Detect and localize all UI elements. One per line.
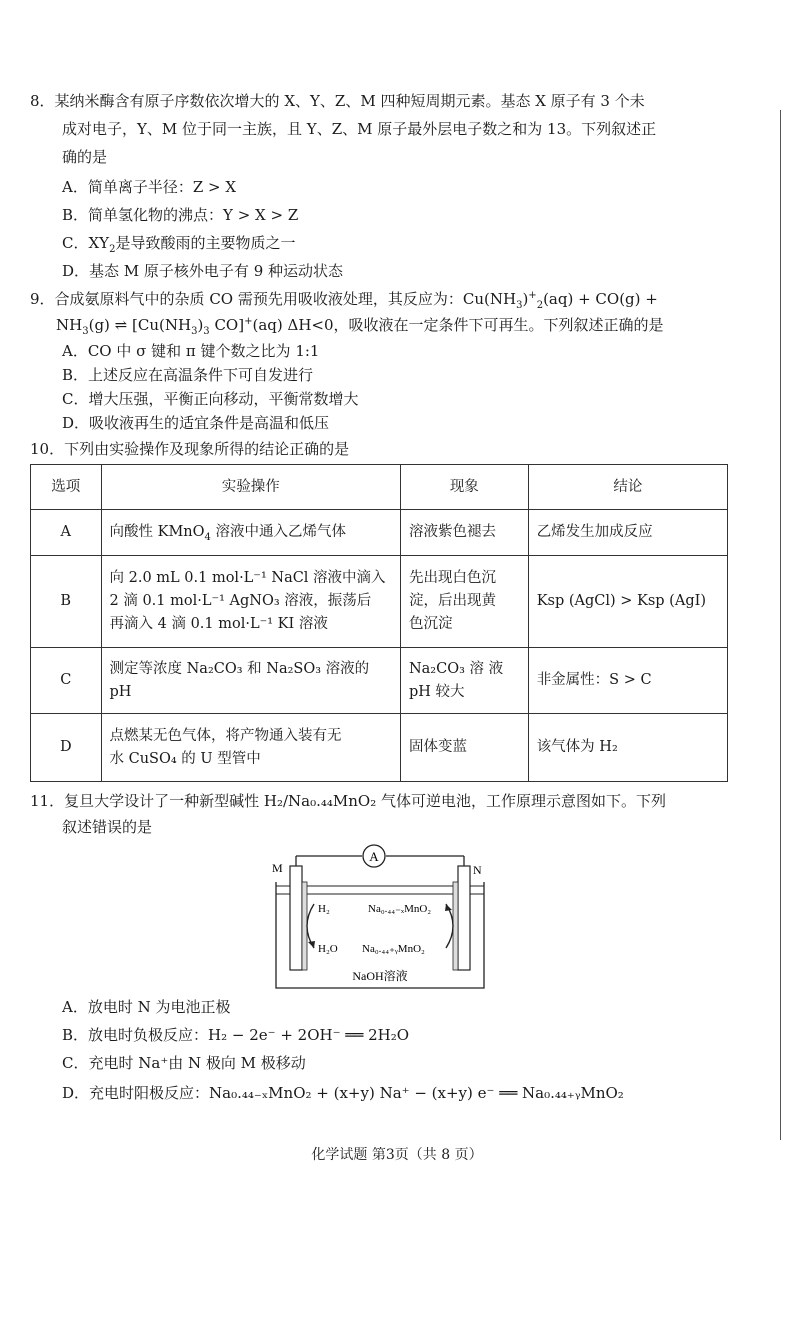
label-top-right: Na₀.₄₄₋ₓMnO₂ (368, 903, 432, 915)
q11-option-c: C．充电时 Na⁺由 N 极向 M 极移动 (62, 1054, 306, 1072)
q9-l2-e: (aq) ΔH<0，吸收液在一定条件下可再生。下列叙述正确的是 (252, 316, 664, 334)
table-header-row (31, 465, 728, 510)
row-a-operation (101, 510, 400, 556)
q9-l2-sub2: 3 (191, 326, 198, 337)
electrode-n (458, 866, 470, 970)
q8-stem-line1: 8．某纳米酶含有原子序数依次增大的 X、Y、Z、M 四种短周期元素。基态 X 原子有 3 个未 (30, 92, 645, 110)
page-footer: 化学试题 第3页（共 8 页） (311, 1147, 483, 1163)
row-c-phenomenon (400, 648, 528, 714)
row-a-phenomenon: 溶液紫色褪去 (400, 510, 528, 556)
battery-diagram (268, 842, 492, 990)
row-d-op-line1: 点燃某无色气体，将产物通入装有无 (109, 727, 342, 744)
q8-option-c (62, 232, 295, 254)
q9-l2-sub3: 3 (203, 326, 210, 337)
q9-stem-line2 (56, 314, 664, 336)
q8-stem-line2: 成对电子，Y、M 位于同一主族，且 Y、Z、M 原子最外层电子数之和为 13。下列叙述正 (62, 120, 657, 138)
label-h2: H₂ (318, 903, 330, 915)
q9-l1-sub2: 2 (536, 300, 544, 311)
row-b-operation (101, 556, 400, 648)
row-b-ph-line1: 先出现白色沉 (408, 570, 496, 586)
row-c-operation (101, 648, 400, 714)
row-d-option: D (31, 714, 102, 782)
margin-rule (780, 110, 781, 1140)
electrode-m (290, 866, 302, 970)
row-c-op-line1: 测定等浓度 Na₂CO₃ 和 Na₂SO₃ 溶液的 (109, 660, 370, 677)
row-a-op1: 向酸性 KMnO (109, 524, 205, 540)
row-b-op-line2: 2 滴 0.1 mol·L⁻¹ AgNO₃ 溶液，振荡后 (109, 593, 372, 609)
q9-l2-sub: 3 (82, 326, 89, 337)
q9-l2-c: ) (197, 316, 204, 334)
row-c-conclusion: 非金属性：S > C (528, 648, 727, 714)
q9-l2-b: (g) ⇌ [Cu(NH (88, 316, 192, 334)
label-h2o: H₂O (318, 943, 338, 955)
q9-option-d: D．吸收液再生的适宜条件是高温和低压 (62, 414, 330, 432)
header-conclusion: 结论 (528, 465, 727, 510)
row-a-op-sub: 4 (204, 531, 211, 543)
row-b-op-line1: 向 2.0 mL 0.1 mol·L⁻¹ NaCl 溶液中滴入 (109, 570, 386, 586)
table-row (31, 714, 728, 782)
q8-option-d: D．基态 M 原子核外电子有 9 种运动状态 (62, 262, 344, 280)
row-b-option: B (31, 556, 102, 648)
q11-stem-line2: 叙述错误的是 (62, 818, 153, 836)
q9-l1-pre: 9．合成氨原料气中的杂质 CO 需预先用吸收液处理，其反应为：Cu(NH (30, 290, 517, 308)
q8-stem-line3: 确的是 (62, 148, 108, 166)
q9-option-c: C．增大压强，平衡正向移动，平衡常数增大 (62, 390, 359, 408)
q9-l2-d: CO] (209, 316, 245, 334)
q11-option-d: D．充电时阳极反应：Na₀.₄₄₋ₓMnO₂ + (x+y) Na⁺ − (x+y) e⁻ ══ Na₀.₄₄₊ᵧMnO₂ (62, 1084, 624, 1102)
q9-l1-sub: 3 (516, 300, 523, 311)
header-operation: 实验操作 (101, 465, 400, 510)
q8-option-c-sub: 2 (109, 244, 116, 255)
row-a-op2: 溶液中通入乙烯气体 (210, 524, 347, 540)
table-row (31, 510, 728, 556)
q9-option-b: B．上述反应在高温条件下可自发进行 (62, 366, 314, 384)
row-d-operation (101, 714, 400, 782)
q8-option-c-post: 是导致酸雨的主要物质之一 (115, 234, 296, 252)
row-b-conclusion: Ksp (AgCl) > Ksp (AgI) (528, 556, 727, 648)
header-phenomenon: 现象 (400, 465, 528, 510)
q11-option-a: A．放电时 N 为电池正极 (62, 998, 231, 1016)
row-b-phenomenon (400, 556, 528, 648)
experiment-table (30, 464, 728, 782)
row-c-ph-line1: Na₂CO₃ 溶 液 (408, 660, 504, 677)
q11-stem-line1: 11．复旦大学设计了一种新型碱性 H₂/Na₀.₄₄MnO₂ 气体可逆电池，工作原理示意图如下。下列 (30, 792, 666, 810)
row-c-option: C (31, 648, 102, 714)
row-c-op-line2: pH (109, 683, 132, 700)
label-solution: NaOH溶液 (352, 969, 408, 983)
q8-option-a: A．简单离子半径：Z > X (62, 178, 237, 196)
q10-stem: 10．下列由实验操作及现象所得的结论正确的是 (30, 440, 350, 458)
row-d-phenomenon: 固体变蓝 (400, 714, 528, 782)
q9-l1-post: (aq) + CO(g) + (543, 290, 658, 308)
row-a-option: A (31, 510, 102, 556)
row-a-conclusion: 乙烯发生加成反应 (528, 510, 727, 556)
row-d-op-line2: 水 CuSO₄ 的 U 型管中 (109, 750, 261, 767)
q9-l2-sup: + (244, 316, 253, 327)
q9-option-a: A．CO 中 σ 键和 π 键个数之比为 1:1 (62, 342, 320, 360)
row-b-op-line3: 再滴入 4 滴 0.1 mol·L⁻¹ KI 溶液 (109, 616, 328, 632)
q9-stem-line1: 9．合成氨原料气中的杂质 CO 需预先用吸收液处理，其反应为：$Cu(NH_3)^+_2(aq) + CO(g)$ + (30, 290, 658, 311)
ammeter-label: A (369, 849, 379, 864)
header-option: 选项 (31, 465, 102, 510)
q9-l1-sup: + (528, 290, 537, 301)
q9-l2-a: NH (56, 316, 83, 334)
label-bottom-right: Na₀.₄₄₊ᵧMnO₂ (362, 943, 425, 955)
label-m: M (272, 861, 283, 875)
row-b-ph-line2: 淀，后出现黄 (408, 593, 496, 609)
row-b-ph-line3: 色沉淀 (408, 616, 453, 632)
label-n: N (473, 863, 482, 877)
table-row (31, 556, 728, 648)
q11-option-b: B．放电时负极反应：H₂ − 2e⁻ + 2OH⁻ ══ 2H₂O (62, 1026, 410, 1044)
q8-option-b: B．简单氢化物的沸点：Y > X > Z (62, 206, 299, 224)
row-c-ph-line2: pH 较大 (408, 683, 465, 700)
table-row (31, 648, 728, 714)
row-d-conclusion: 该气体为 H₂ (528, 714, 727, 782)
q8-option-c-pre: C．XY (62, 234, 110, 252)
